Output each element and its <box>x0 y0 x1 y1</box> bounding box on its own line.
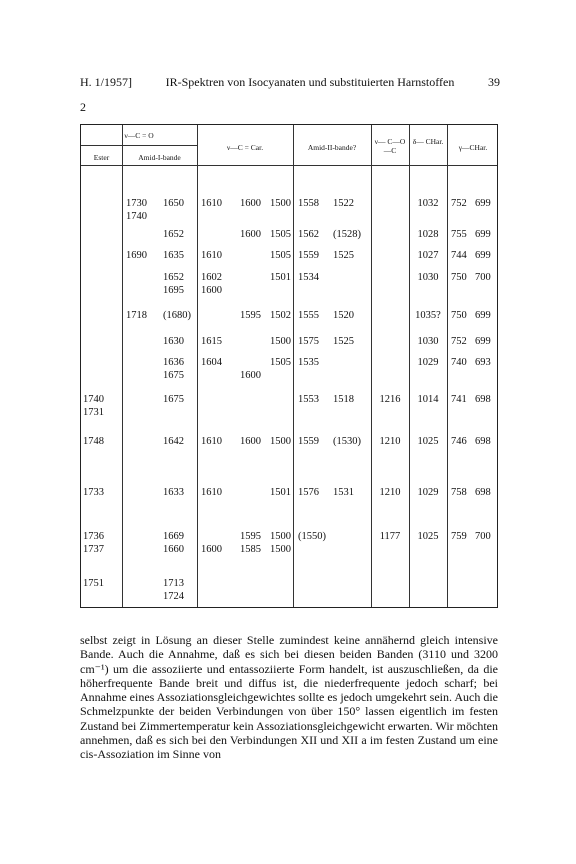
header-amid1: Amid-I-bande <box>138 153 181 162</box>
cell-cc3: 1505 <box>270 357 291 368</box>
header-coc: ν— C—O—C <box>374 137 406 155</box>
cell-am2b: 1525 <box>333 336 354 347</box>
cell-am2a: 1534 <box>298 272 319 283</box>
cell-cc3: 1500 <box>270 336 291 347</box>
cell-ch: 1029 <box>417 487 439 498</box>
cell-am2b: 1531 <box>333 487 354 498</box>
cell-cc1: 1610 <box>201 436 222 447</box>
cell-am2a: 1553 <box>298 394 319 405</box>
rule-cc <box>293 125 294 607</box>
cell-am2b: 1525 <box>333 250 354 261</box>
cell-ch: 1035? <box>415 310 441 321</box>
cell-g2: 699 <box>475 229 491 240</box>
cell-amid-b: 1642 <box>163 436 184 447</box>
cell-amid-a: 1718 <box>126 310 147 321</box>
cell-cc3: 1500 1500 <box>270 531 291 555</box>
cell-coc: 1210 <box>379 436 401 447</box>
cell-cc3: 1500 <box>270 198 291 209</box>
cell-g2: 699 <box>475 250 491 261</box>
cell-am2a: (1550) <box>298 531 326 542</box>
cell-cc1: 1600 <box>201 544 222 555</box>
cell-coc: 1177 <box>379 531 401 542</box>
cell-g2: 700 <box>475 272 491 283</box>
cell-ester: 1733 <box>83 487 104 498</box>
rule-amid2 <box>371 125 372 607</box>
cell-g1: 740 <box>451 357 467 368</box>
rule-amid1 <box>197 125 198 607</box>
cell-coc: 1216 <box>379 394 401 405</box>
cell-am2b: (1530) <box>333 436 361 447</box>
cell-cc1: 1610 <box>201 198 222 209</box>
table-number: 2 <box>80 100 86 114</box>
cell-amid-b: 1630 <box>163 336 184 347</box>
cell-ester: 1748 <box>83 436 104 447</box>
cell-g1: 750 <box>451 272 467 283</box>
cell-cc3: 1501 <box>270 272 291 283</box>
cell-cc3: 1502 <box>270 310 291 321</box>
header-amid2: Amid-II-bande? <box>307 143 357 152</box>
cell-am2a: 1559 <box>298 250 319 261</box>
cell-coc: 1210 <box>379 487 401 498</box>
header-rule <box>81 165 497 166</box>
cell-am2a: 1558 <box>298 198 319 209</box>
cell-g1: 752 <box>451 336 467 347</box>
group-subrule <box>81 145 197 146</box>
body-paragraph <box>80 633 498 762</box>
cell-ester: 1751 <box>83 578 104 589</box>
cell-ch: 1014 <box>417 394 439 405</box>
header-gamma-ch: γ—CHar. <box>458 143 488 152</box>
cell-g2: 693 <box>475 357 491 368</box>
cell-cc1: 1610 <box>201 250 222 261</box>
cell-cc2: 1595 1585 <box>240 531 261 555</box>
cell-ch: 1032 <box>417 198 439 209</box>
cell-amid-b: 1669 1660 <box>163 531 184 555</box>
cell-cc1: 1615 <box>201 336 222 347</box>
header-volume: H. 1/1957] <box>80 75 132 89</box>
cell-cc3: 1500 <box>270 436 291 447</box>
cell-amid-b: 1635 <box>163 250 184 261</box>
cell-ch: 1025 <box>417 531 439 542</box>
cell-g1: 741 <box>451 394 467 405</box>
cell-ch: 1030 <box>417 272 439 283</box>
cell-amid-a: 1730 1740 <box>126 198 147 222</box>
cell-cc1: 1604 <box>201 357 222 368</box>
cell-cc1: 1610 <box>201 487 222 498</box>
cell-g2: 700 <box>475 531 491 542</box>
cell-amid-b: 1633 <box>163 487 184 498</box>
cell-g1: 758 <box>451 487 467 498</box>
cell-ester: 1740 1731 <box>83 394 104 418</box>
cell-cc2: 1600 <box>240 370 261 381</box>
cell-g2: 698 <box>475 394 491 405</box>
cell-g1: 755 <box>451 229 467 240</box>
cell-am2a: 1575 <box>298 336 319 347</box>
running-header <box>80 75 500 90</box>
cell-am2a: 1576 <box>298 487 319 498</box>
rule-ch <box>447 125 448 607</box>
cell-amid-b: 1652 1695 <box>163 272 184 296</box>
cell-g2: 699 <box>475 310 491 321</box>
cell-cc1: 1602 1600 <box>201 272 222 296</box>
cell-g2: 699 <box>475 198 491 209</box>
ir-data-table <box>80 124 498 608</box>
cell-am2a: 1562 <box>298 229 319 240</box>
header-ester: Ester <box>93 153 110 162</box>
cell-g1: 752 <box>451 198 467 209</box>
cell-ch: 1030 <box>417 336 439 347</box>
header-title: IR-Spektren von Isocyanaten und substituierten Harnstoffen <box>165 75 455 89</box>
cell-ch: 1025 <box>417 436 439 447</box>
cell-ester: 1736 1737 <box>83 531 104 555</box>
cell-cc2: 1595 <box>240 310 261 321</box>
cell-cc2: 1600 <box>240 229 261 240</box>
cell-amid-b: 1675 <box>163 394 184 405</box>
cell-am2a: 1559 <box>298 436 319 447</box>
cell-am2a: 1535 <box>298 357 319 368</box>
cell-amid-b: 1713 1724 <box>163 578 184 602</box>
header-group-co: ν—C = O <box>124 131 154 140</box>
cell-cc2: 1600 <box>240 436 261 447</box>
header-page-number: 39 <box>488 75 500 89</box>
cell-amid-b: (1680) <box>163 310 191 321</box>
cell-g2: 699 <box>475 336 491 347</box>
paragraph-text: selbst zeigt in Lösung an dieser Stelle zumindest keine annähernd gleich intensive Bande. Auch die Annahme, daß es sich bei diesen beiden Banden (3110 und 3200 cm⁻¹) um die assoziierte und entassoziierte Form handelt, ist auszuschließen, da die höherfrequente Bande breit und diffus ist, die niederfrequente jedoch scharf; bei Annahme eines Assoziationsgleichgewichtes sollte es jedoch umgekehrt sein. Auch die Schmelzpunkte der beiden Verbindungen von über 150° lassen eigentlich im festen Zustand bei Zimmertemperatur kein Assoziationsgleichgewicht erwarten. Wir möchten annehmen, daß es sich bei den Verbindungen XII und XII a im festen Zustand um eine cis-Assoziation im Sinne von <box>80 633 498 762</box>
cell-amid-b: 1652 <box>163 229 184 240</box>
cell-amid-b: 1650 <box>163 198 184 209</box>
cell-cc3: 1505 <box>270 250 291 261</box>
cell-g2: 698 <box>475 487 491 498</box>
cell-g1: 746 <box>451 436 467 447</box>
cell-cc3: 1505 <box>270 229 291 240</box>
cell-amid-a: 1690 <box>126 250 147 261</box>
cell-am2b: 1520 <box>333 310 354 321</box>
cell-cc3: 1501 <box>270 487 291 498</box>
cell-am2b: (1528) <box>333 229 361 240</box>
cell-g1: 744 <box>451 250 467 261</box>
cell-cc2: 1600 <box>240 198 261 209</box>
cell-am2a: 1555 <box>298 310 319 321</box>
header-ch-ar: δ— CHar. <box>412 137 444 146</box>
cell-g2: 698 <box>475 436 491 447</box>
cell-ch: 1028 <box>417 229 439 240</box>
rule-ester <box>122 125 123 607</box>
cell-ch: 1027 <box>417 250 439 261</box>
cell-am2b: 1522 <box>333 198 354 209</box>
rule-coc <box>409 125 410 607</box>
cell-g1: 759 <box>451 531 467 542</box>
cell-g1: 750 <box>451 310 467 321</box>
header-cc: ν—C = Car. <box>226 143 264 152</box>
cell-am2b: 1518 <box>333 394 354 405</box>
cell-ch: 1029 <box>417 357 439 368</box>
cell-amid-b: 1636 1675 <box>163 357 184 381</box>
